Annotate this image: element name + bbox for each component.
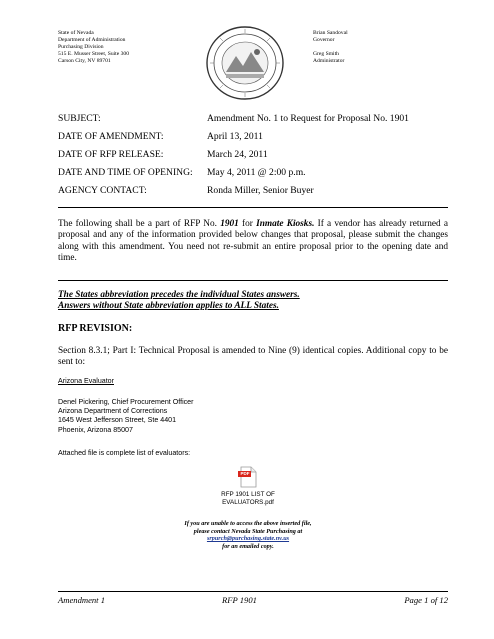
note-line: for an emailed copy.: [222, 542, 274, 550]
purchasing-email-link[interactable]: srpurch@purchasing.state.nv.us: [206, 535, 290, 543]
field-amendment-date-value: April 13, 2011: [207, 131, 263, 142]
attachment-name: [208, 491, 288, 507]
header-right-line: Greg Smith: [313, 51, 339, 57]
header-right-line: [313, 44, 433, 51]
revision-heading: RFP REVISION:: [58, 323, 133, 334]
divider: [58, 280, 448, 281]
field-contact-value: Ronda Miller, Senior Buyer: [207, 185, 314, 196]
evaluator-line: Denel Pickering, Chief Procurement Officer: [58, 398, 194, 406]
header-left-line: 515 E. Musser Street, Suite 300: [58, 51, 130, 57]
intro-text: If a vendor has already returned a proposal and any of the information provided below changes that proposal, please submit the changes along with this amendment. You need not re-submit an entire proposal prior to the opening date and time.: [58, 219, 448, 263]
header-left-line: Department of Administration: [58, 37, 126, 43]
attached-file-text: Attached file is complete list of evaluators:: [58, 449, 191, 457]
attachment-pdf[interactable]: [208, 466, 288, 512]
header-officials: [313, 30, 433, 65]
evaluator-line: Phoenix, Arizona 85007: [58, 425, 133, 434]
note-line: The States abbreviation precedes the individual States answers.: [58, 290, 300, 300]
field-release-date-label: DATE OF RFP RELEASE:: [58, 149, 164, 160]
state-seal-icon: [196, 24, 294, 102]
evaluator-address: [58, 398, 194, 435]
header-right-line: Brian Sandoval: [313, 30, 348, 36]
unable-to-access-note: [148, 520, 348, 550]
pdf-icon-label: PDF: [240, 471, 250, 476]
field-release-date-value: March 24, 2011: [207, 149, 268, 160]
evaluator-heading: Arizona Evaluator: [58, 377, 114, 385]
header-left-line: Purchasing Division: [58, 44, 104, 50]
field-subject-value: Amendment No. 1 to Request for Proposal No. 1901: [207, 113, 409, 124]
divider: [58, 207, 448, 208]
field-opening-value: May 4, 2011 @ 2:00 p.m.: [207, 167, 306, 178]
header-right-line: Governor: [313, 37, 335, 43]
header-agency-address: [58, 30, 178, 65]
note-line: please contact Nevada State Purchasing at: [193, 527, 303, 535]
note-line: If you are unable to access the above inserted file,: [184, 520, 312, 527]
pdf-icon: [238, 466, 258, 488]
evaluator-line: Arizona Department of Corrections: [58, 407, 168, 416]
footer-page-number: Page 1 of 12: [404, 595, 448, 605]
field-subject-label: SUBJECT:: [58, 113, 101, 124]
rfp-number: 1901: [220, 219, 239, 229]
revision-text: Section 8.3.1; Part I: Technical Proposal is amended to Nine (9) identical copies. Additional copy to be sent to:: [58, 346, 448, 368]
intro-paragraph: [58, 219, 448, 264]
state-abbreviation-note: [58, 290, 300, 312]
header-left-line: State of Nevada: [58, 30, 94, 36]
rfp-subject: Inmate Kiosks.: [256, 219, 315, 229]
note-line: Answers without State abbreviation applies to ALL States.: [58, 301, 279, 311]
field-opening-label: DATE AND TIME OF OPENING:: [58, 167, 193, 178]
footer-divider: [58, 591, 448, 592]
header-left-line: Carson City, NV 89701: [58, 58, 111, 64]
header-right-line: Administrator: [313, 58, 345, 64]
intro-text: for: [238, 219, 257, 229]
intro-text: The following shall be a part of RFP No.: [58, 219, 221, 229]
attachment-name-line: RFP 1901 LIST OF: [221, 491, 275, 498]
attachment-name-line: EVALUATORS.pdf: [222, 499, 274, 506]
footer-amendment: Amendment 1: [58, 595, 106, 605]
field-amendment-date-label: DATE OF AMENDMENT:: [58, 131, 164, 142]
field-contact-label: AGENCY CONTACT:: [58, 185, 147, 196]
footer-rfp-number: RFP 1901: [222, 595, 257, 605]
evaluator-line: 1645 West Jefferson Street, Ste 4401: [58, 416, 177, 425]
